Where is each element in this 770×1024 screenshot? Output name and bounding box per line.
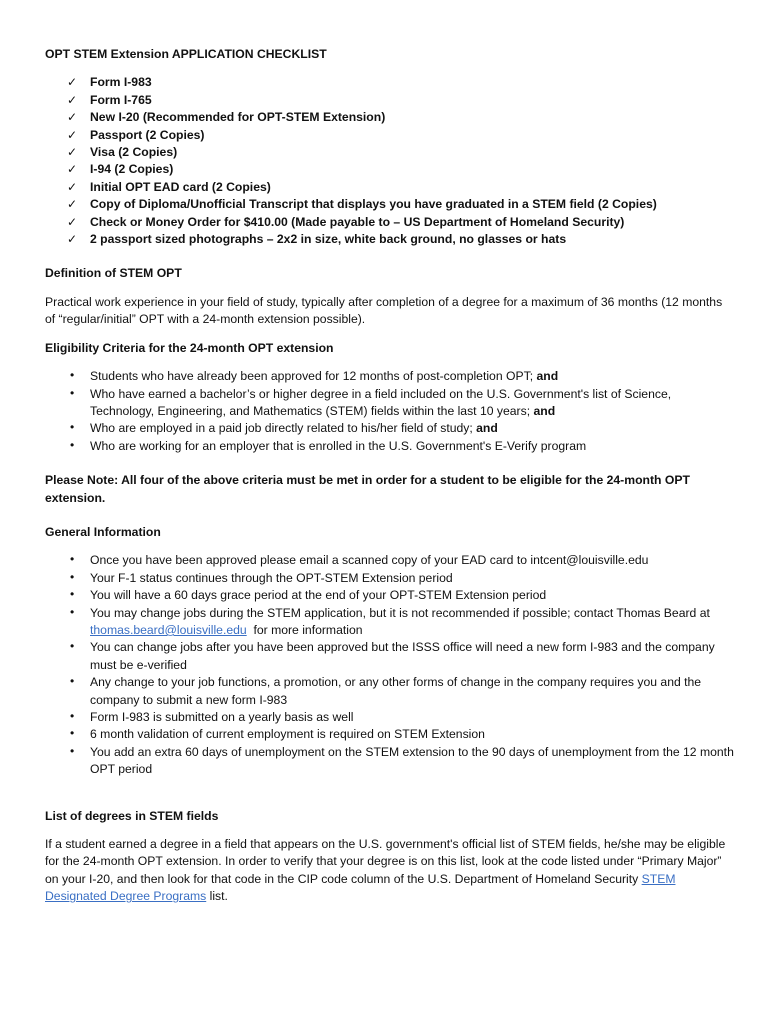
bullet-icon: • (70, 604, 75, 619)
checklist-item: ✓ Form I-983 (45, 74, 735, 91)
list-item: • You may change jobs during the STEM application, but it is not recommended if possible; contact Thomas Beard at thomas.beard@louisville.edu for more information (70, 604, 710, 637)
list-item: • Who are employed in a paid job directly related to his/her field of study; and (70, 420, 498, 436)
bullet-icon: • (70, 743, 75, 758)
list-item: • Once you have been approved please email a scanned copy of your EAD card to intcent@louisville.edu (70, 552, 649, 568)
general-info-list (45, 552, 735, 778)
bullet-icon: • (70, 420, 75, 435)
bullet-icon: • (70, 385, 75, 400)
checklist-item: ✓ Visa (2 Copies) (45, 144, 735, 161)
checkmark-icon: ✓ (67, 214, 78, 229)
checkmark-icon: ✓ (67, 162, 78, 177)
degrees-text: If a student earned a degree in a field that appears on the U.S. government's official list of STEM fields, he/she may be eligible for the 24-month OPT extension. In order to verify that your degree is on this list, look at the code listed under “Primary Major” on your I-20, and then look for that code in the CIP code column of the U.S. Department of Homeland Security STEM Designated Degree Programs list. (45, 837, 726, 904)
checklist-item: ✓ Check or Money Order for $410.00 (Made payable to – US Department of Homeland Security) (45, 214, 735, 231)
checklist-item: ✓ I-94 (2 Copies) (45, 161, 735, 178)
bullet-icon: • (70, 639, 75, 654)
checklist-item: ✓ Form I-765 (45, 92, 735, 109)
bullet-icon: • (70, 552, 75, 567)
list-item: • Students who have already been approved for 12 months of post-completion OPT; and (70, 368, 559, 384)
bullet-icon: • (70, 368, 75, 383)
checkmark-icon: ✓ (67, 197, 78, 212)
eligibility-note: Please Note: All four of the above criteria must be met in order for a student to be eligible for the 24-month OPT extension. (45, 473, 690, 505)
bullet-icon: • (70, 437, 75, 452)
document-page (45, 46, 735, 906)
checklist-item: ✓ Copy of Diploma/Unofficial Transcript that displays you have graduated in a STEM field (2 Copies) (45, 196, 735, 213)
eligibility-heading: Eligibility Criteria for the 24-month OPT extension (45, 340, 334, 355)
list-item: • Any change to your job functions, a promotion, or any other forms of change in the company requires you and the company to submit a new form I-983 (70, 674, 702, 707)
definition-heading: Definition of STEM OPT (45, 266, 182, 281)
list-item: • Who are working for an employer that is enrolled in the U.S. Government's E-Verify program (70, 437, 587, 453)
application-checklist (45, 74, 735, 248)
list-item: • You can change jobs after you have been approved but the ISSS office will need a new form I-983 and the company must be e-verified (70, 639, 715, 672)
checkmark-icon: ✓ (67, 127, 78, 142)
checkmark-icon: ✓ (67, 145, 78, 160)
checkmark-icon: ✓ (67, 92, 78, 107)
definition-text: Practical work experience in your field of study, typically after completion of a degree for a maximum of 36 months (12 months of “regular/initial” OPT with a 24-month extension possible). (45, 294, 723, 327)
list-item: • Who have earned a bachelor’s or higher degree in a field included on the U.S. Government's list of Science, Technology, Engineering, and Mathematics (STEM) fields within the last 10 years; and (70, 385, 672, 418)
checklist-item: ✓ Initial OPT EAD card (2 Copies) (45, 179, 735, 196)
checklist-item: ✓ Passport (2 Copies) (45, 127, 735, 144)
checkmark-icon: ✓ (67, 110, 78, 125)
bullet-icon: • (70, 709, 75, 723)
email-link[interactable]: thomas.beard@louisville.edu (90, 622, 247, 637)
list-item: • Form I-983 is submitted on a yearly basis as well (70, 709, 354, 724)
bullet-icon: • (70, 569, 75, 584)
bullet-icon: • (70, 674, 75, 689)
general-info-heading: General Information (45, 524, 161, 539)
eligibility-list (45, 368, 735, 455)
list-item: • 6 month validation of current employment is required on STEM Extension (70, 726, 485, 742)
checkmark-icon: ✓ (67, 232, 78, 247)
degrees-heading: List of degrees in STEM fields (45, 808, 219, 823)
checklist-item: ✓ New I-20 (Recommended for OPT-STEM Extension) (45, 109, 735, 126)
bullet-icon: • (70, 587, 75, 602)
list-item: • You will have a 60 days grace period at the end of your OPT-STEM Extension period (70, 587, 547, 603)
checkmark-icon: ✓ (67, 179, 78, 194)
list-item: • You add an extra 60 days of unemployment on the STEM extension to the 90 days of unemployment from the 12 month OPT period (70, 743, 734, 777)
checklist-item: ✓ 2 passport sized photographs – 2x2 in size, white back ground, no glasses or hats (45, 231, 735, 248)
checkmark-icon: ✓ (67, 75, 78, 90)
page-title: OPT STEM Extension APPLICATION CHECKLIST (45, 47, 327, 61)
stem-programs-link[interactable]: STEM Designated Degree Programs (45, 871, 676, 904)
bullet-icon: • (70, 726, 75, 741)
list-item: • Your F-1 status continues through the OPT-STEM Extension period (70, 569, 453, 585)
